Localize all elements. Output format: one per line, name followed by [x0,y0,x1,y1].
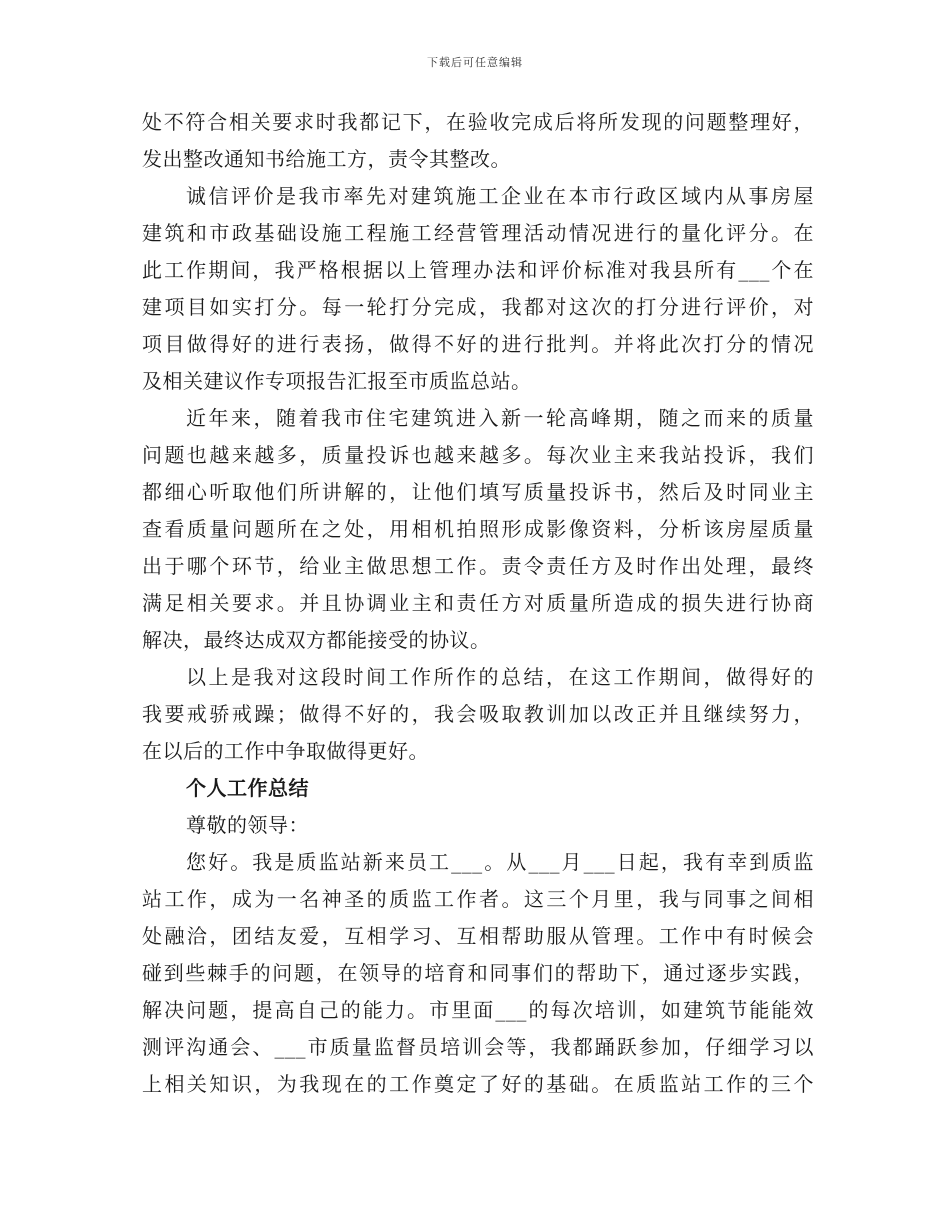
text-line: 解决问题，提高自己的能力。市里面___的每次培训，如建筑节能能效 [142,998,814,1022]
text-line: 上相关知识，为我现在的工作奠定了好的基础。在质监站工作的三个 [142,1072,814,1096]
text-line: 诚信评价是我市率先对建筑施工企业在本市行政区域内从事房屋 [186,184,814,208]
text-line: 解决，最终达成双方都能接受的协议。 [142,628,491,652]
text-line: 处不符合相关要求时我都记下，在验收完成后将所发现的问题整理好， [142,110,814,134]
text-line: 此工作期间，我严格根据以上管理办法和评价标准对我县所有___个在 [142,258,814,282]
text-line: 及相关建议作专项报告汇报至市质监总站。 [142,369,532,393]
text-line: 测评沟通会、___市质量监督员培训会等，我都踊跃参加，仔细学习以 [142,1035,814,1059]
text-line: 满足相关要求。并且协调业主和责任方对质量所造成的损失进行协商 [142,591,814,615]
text-line: 出于哪个环节，给业主做思想工作。责令责任方及时作出处理，最终 [142,554,814,578]
text-line: 站工作，成为一名神圣的质监工作者。这三个月里，我与同事之间相 [142,887,814,911]
text-line: 尊敬的领导： [186,813,309,837]
document-body [142,104,814,1103]
text-line: 项目做得好的进行表扬，做得不好的进行批判。并将此次打分的情况 [142,332,814,356]
text-line: 您好。我是质监站新来员工___。从___月___日起，我有幸到质监 [186,850,814,874]
text-line: 都细心听取他们所讲解的，让他们填写质量投诉书，然后及时同业主 [142,480,814,504]
section-heading: 个人工作总结 [186,776,309,800]
text-line: 在以后的工作中争取做得更好。 [142,739,429,763]
page-header: 下载后可任意编辑 [427,56,523,69]
text-line: 以上是我对这段时间工作所作的总结，在这工作期间，做得好的 [186,665,814,689]
text-line: 问题也越来越多，质量投诉也越来越多。每次业主来我站投诉，我们 [142,443,814,467]
text-line: 碰到些棘手的问题，在领导的培育和同事们的帮助下，通过逐步实践， [142,961,814,985]
text-line: 建筑和市政基础设施工程施工经营管理活动情况进行的量化评分。在 [142,221,814,245]
text-line: 处融洽，团结友爱，互相学习、互相帮助服从管理。工作中有时候会 [142,924,814,948]
text-line: 发出整改通知书给施工方，责令其整改。 [142,147,511,171]
text-line: 查看质量问题所在之处，用相机拍照形成影像资料，分析该房屋质量 [142,517,814,541]
text-line: 我要戒骄戒躁；做得不好的，我会吸取教训加以改正并且继续努力， [142,702,814,726]
text-line: 近年来，随着我市住宅建筑进入新一轮高峰期，随之而来的质量 [186,406,814,430]
text-line: 建项目如实打分。每一轮打分完成，我都对这次的打分进行评价，对 [142,295,814,319]
